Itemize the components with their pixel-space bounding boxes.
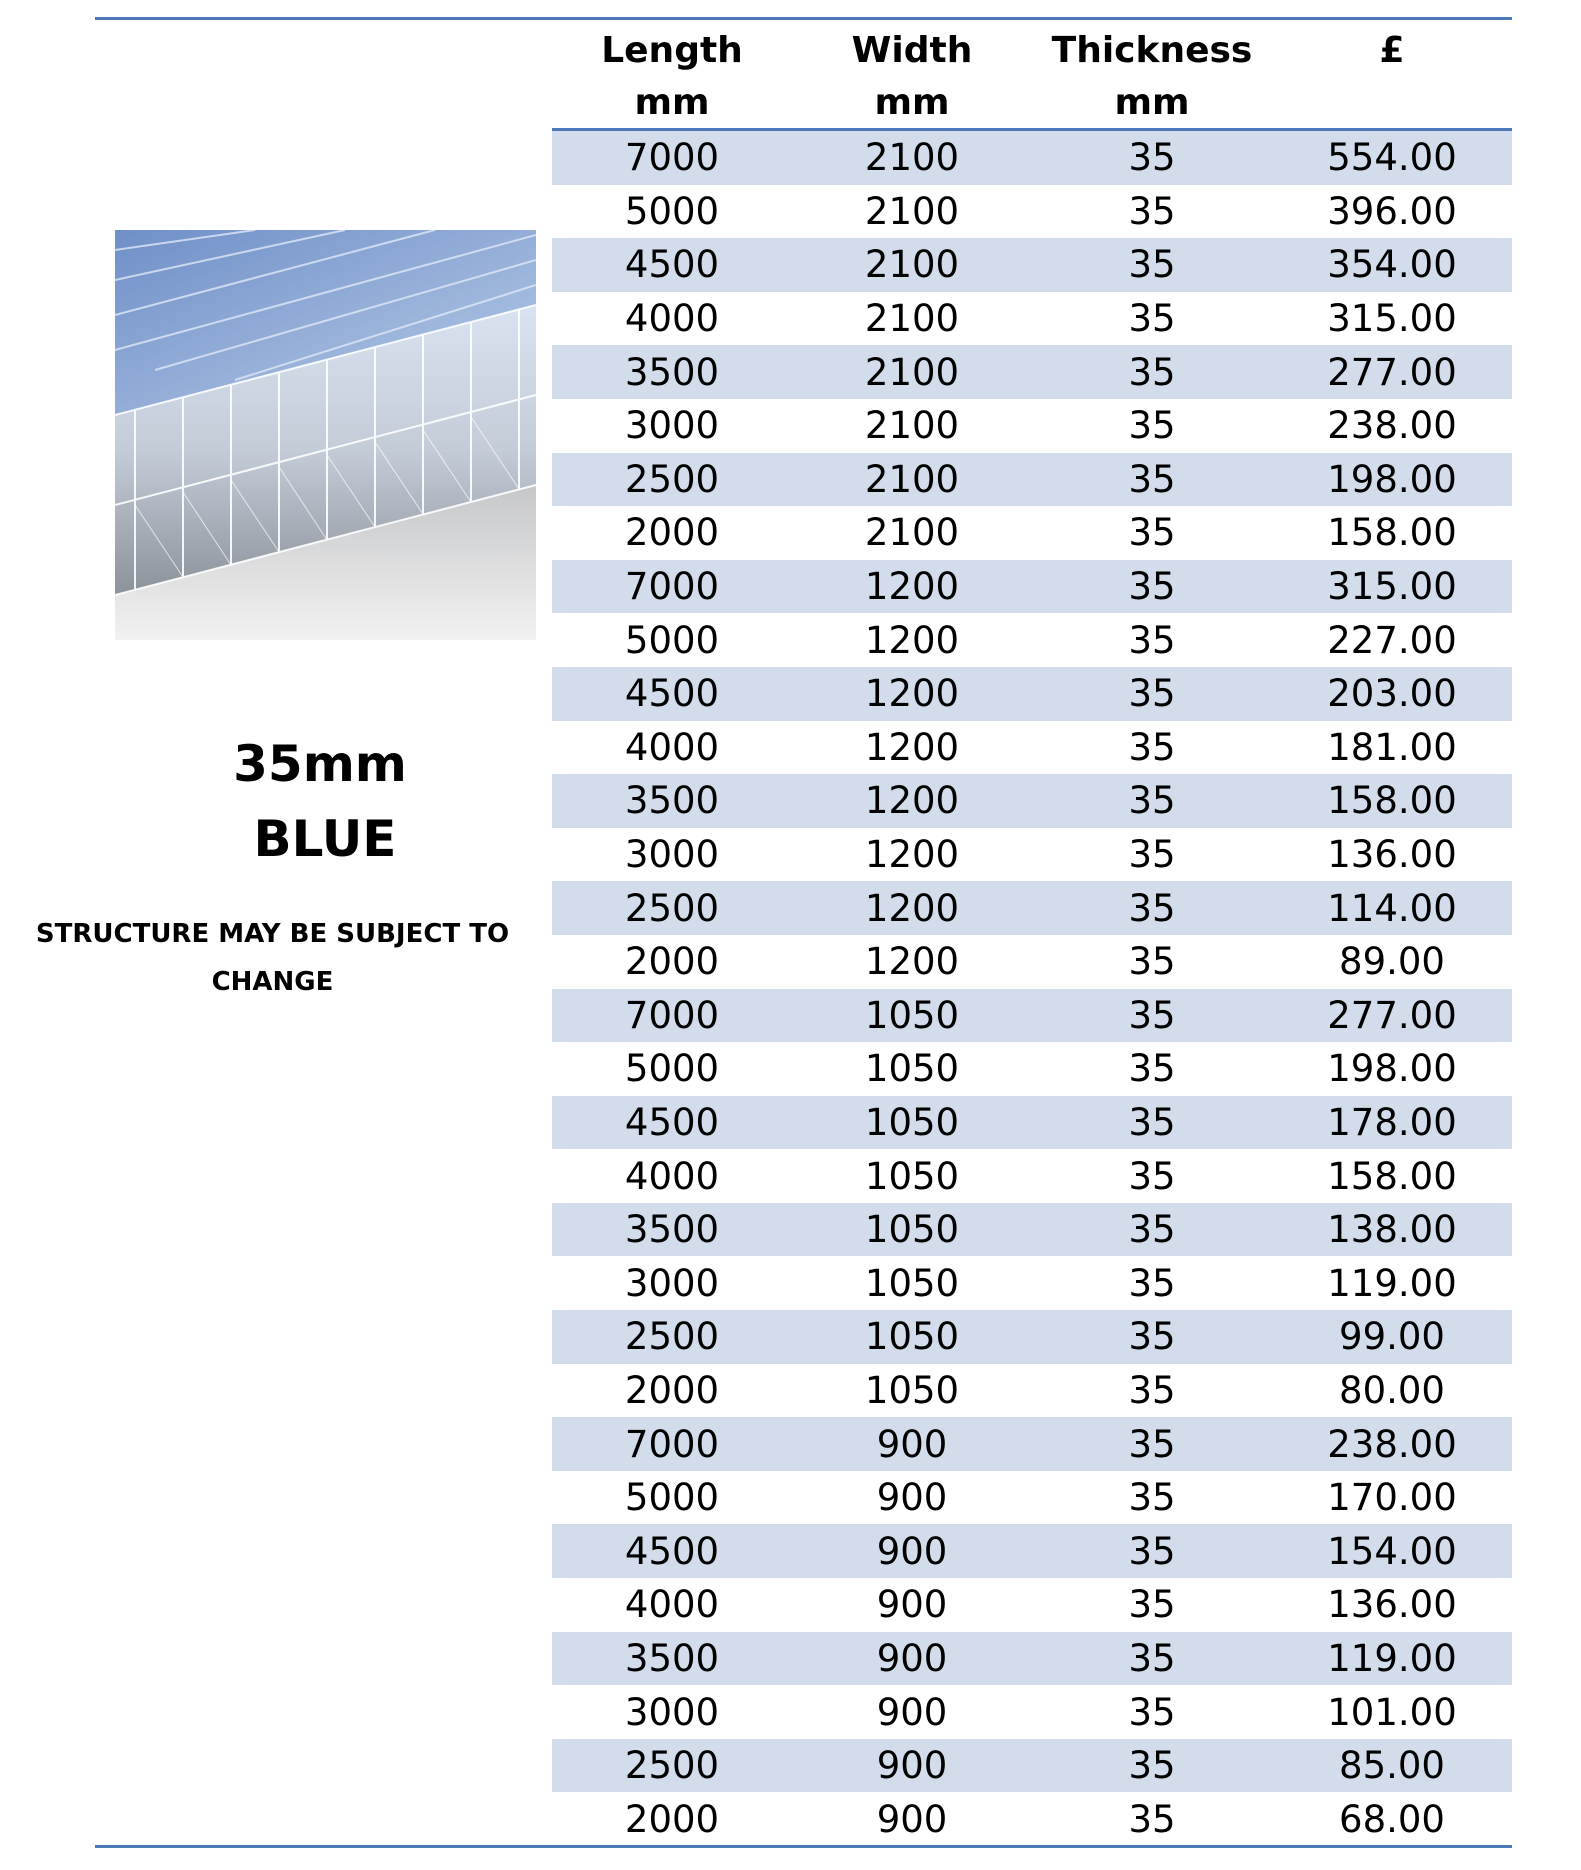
product-image (115, 230, 536, 640)
cell-length: 5000 (624, 618, 720, 662)
table-row (552, 560, 1512, 614)
table-row (552, 721, 1512, 775)
cell-price: 158.00 (1327, 511, 1457, 555)
header-price (1272, 25, 1512, 128)
product-size: 35mm (233, 735, 407, 793)
table-row (552, 1524, 1512, 1578)
cell-thickness: 35 (1128, 1583, 1176, 1627)
cell-price: 238.00 (1327, 1422, 1457, 1466)
table-row (552, 131, 1512, 185)
cell-price: 136.00 (1327, 1583, 1457, 1627)
cell-thickness: 35 (1128, 1476, 1176, 1520)
cell-thickness: 35 (1128, 136, 1176, 180)
cell-length: 7000 (624, 136, 720, 180)
cell-length: 4500 (624, 243, 720, 287)
cell-price: 315.00 (1327, 297, 1457, 341)
table-row (552, 989, 1512, 1043)
cell-length: 5000 (624, 189, 720, 233)
table-row (552, 292, 1512, 346)
cell-thickness: 35 (1128, 672, 1176, 716)
product-colour: BLUE (253, 810, 397, 868)
cell-width: 1050 (864, 1315, 960, 1359)
table-row (552, 667, 1512, 721)
cell-thickness: 35 (1128, 618, 1176, 662)
cell-width: 900 (876, 1476, 948, 1520)
cell-width: 1200 (864, 833, 960, 877)
cell-thickness: 35 (1128, 1047, 1176, 1091)
cell-length: 2000 (624, 1368, 720, 1412)
cell-price: 227.00 (1327, 618, 1457, 662)
cell-length: 2000 (624, 940, 720, 984)
cell-price: 178.00 (1327, 1100, 1457, 1144)
cell-thickness: 35 (1128, 350, 1176, 394)
cell-price: 203.00 (1327, 672, 1457, 716)
cell-thickness: 35 (1128, 243, 1176, 287)
cell-length: 5000 (624, 1476, 720, 1520)
cell-thickness: 35 (1128, 1744, 1176, 1788)
cell-thickness: 35 (1128, 1208, 1176, 1252)
cell-length: 4000 (624, 1154, 720, 1198)
cell-length: 3500 (624, 1208, 720, 1252)
table-row (552, 1471, 1512, 1525)
cell-length: 3500 (624, 1636, 720, 1680)
cell-length: 3000 (624, 404, 720, 448)
bottom-rule (95, 1845, 1512, 1848)
cell-price: 68.00 (1339, 1797, 1445, 1841)
cell-thickness: 35 (1128, 993, 1176, 1037)
cell-price: 89.00 (1339, 940, 1445, 984)
cell-length: 5000 (624, 1047, 720, 1091)
cell-length: 2500 (624, 886, 720, 930)
cell-price: 114.00 (1327, 886, 1457, 930)
cell-thickness: 35 (1128, 1100, 1176, 1144)
cell-width: 1050 (864, 1208, 960, 1252)
header-length-unit: mm (634, 82, 710, 123)
cell-thickness: 35 (1128, 1368, 1176, 1412)
table-row (552, 1417, 1512, 1471)
cell-thickness: 35 (1128, 1422, 1176, 1466)
cell-width: 2100 (864, 511, 960, 555)
cell-width: 1200 (864, 940, 960, 984)
table-row (552, 1096, 1512, 1150)
cell-price: 198.00 (1327, 1047, 1457, 1091)
table-row (552, 613, 1512, 667)
cell-width: 1050 (864, 1047, 960, 1091)
cell-length: 4000 (624, 725, 720, 769)
cell-width: 1050 (864, 1100, 960, 1144)
cell-price: 99.00 (1339, 1315, 1445, 1359)
table-row (552, 506, 1512, 560)
cell-width: 1050 (864, 1154, 960, 1198)
table-row (552, 1364, 1512, 1418)
cell-width: 1050 (864, 1261, 960, 1305)
table-row (552, 238, 1512, 292)
cell-length: 2000 (624, 1797, 720, 1841)
top-rule (95, 17, 1512, 20)
cell-thickness: 35 (1128, 1529, 1176, 1573)
cell-length: 4500 (624, 672, 720, 716)
cell-length: 2500 (624, 1744, 720, 1788)
cell-width: 2100 (864, 243, 960, 287)
table-row (552, 828, 1512, 882)
header-width-label: Width (851, 30, 973, 71)
cell-thickness: 35 (1128, 1315, 1176, 1359)
cell-price: 85.00 (1339, 1744, 1445, 1788)
cell-price: 354.00 (1327, 243, 1457, 287)
cell-thickness: 35 (1128, 833, 1176, 877)
cell-width: 2100 (864, 136, 960, 180)
table-row (552, 881, 1512, 935)
cell-width: 900 (876, 1636, 948, 1680)
cell-price: 170.00 (1327, 1476, 1457, 1520)
table-row (552, 1792, 1512, 1846)
cell-thickness: 35 (1128, 779, 1176, 823)
cell-thickness: 35 (1128, 297, 1176, 341)
cell-width: 900 (876, 1797, 948, 1841)
cell-length: 7000 (624, 993, 720, 1037)
cell-length: 4000 (624, 1583, 720, 1627)
price-table (552, 25, 1512, 1846)
cell-width: 1200 (864, 618, 960, 662)
table-row (552, 345, 1512, 399)
cell-thickness: 35 (1128, 565, 1176, 609)
cell-price: 238.00 (1327, 404, 1457, 448)
cell-price: 101.00 (1327, 1690, 1457, 1734)
cell-price: 315.00 (1327, 565, 1457, 609)
cell-price: 277.00 (1327, 993, 1457, 1037)
cell-width: 1050 (864, 1368, 960, 1412)
cell-length: 4500 (624, 1100, 720, 1144)
cell-length: 3000 (624, 1690, 720, 1734)
cell-length: 2500 (624, 1315, 720, 1359)
cell-width: 900 (876, 1422, 948, 1466)
cell-price: 277.00 (1327, 350, 1457, 394)
header-length (552, 25, 792, 128)
cell-length: 3000 (624, 833, 720, 877)
cell-width: 900 (876, 1583, 948, 1627)
cell-thickness: 35 (1128, 1797, 1176, 1841)
table-row (552, 935, 1512, 989)
table-row (552, 1685, 1512, 1739)
header-thickness-unit: mm (1114, 82, 1190, 123)
cell-width: 900 (876, 1529, 948, 1573)
cell-width: 2100 (864, 404, 960, 448)
cell-width: 1200 (864, 565, 960, 609)
cell-thickness: 35 (1128, 457, 1176, 501)
cell-length: 2500 (624, 457, 720, 501)
cell-width: 1050 (864, 993, 960, 1037)
cell-width: 900 (876, 1744, 948, 1788)
table-row (552, 1632, 1512, 1686)
cell-length: 4000 (624, 297, 720, 341)
table-row (552, 1578, 1512, 1632)
table-row (552, 453, 1512, 507)
table-header (552, 25, 1512, 131)
table-row (552, 1042, 1512, 1096)
header-thickness (1032, 25, 1272, 128)
cell-width: 1200 (864, 779, 960, 823)
cell-thickness: 35 (1128, 1636, 1176, 1680)
cell-length: 7000 (624, 565, 720, 609)
cell-price: 119.00 (1327, 1636, 1457, 1680)
cell-thickness: 35 (1128, 189, 1176, 233)
cell-price: 181.00 (1327, 725, 1457, 769)
cell-thickness: 35 (1128, 404, 1176, 448)
cell-length: 2000 (624, 511, 720, 555)
cell-width: 2100 (864, 297, 960, 341)
table-body (552, 131, 1512, 1846)
table-row (552, 1256, 1512, 1310)
cell-thickness: 35 (1128, 511, 1176, 555)
cell-price: 80.00 (1339, 1368, 1445, 1412)
cell-price: 158.00 (1327, 1154, 1457, 1198)
table-row (552, 185, 1512, 239)
cell-width: 2100 (864, 189, 960, 233)
header-width-unit: mm (874, 82, 950, 123)
table-row (552, 1203, 1512, 1257)
cell-length: 3500 (624, 779, 720, 823)
cell-thickness: 35 (1128, 1154, 1176, 1198)
cell-length: 3000 (624, 1261, 720, 1305)
cell-width: 2100 (864, 457, 960, 501)
cell-price: 396.00 (1327, 189, 1457, 233)
cell-thickness: 35 (1128, 725, 1176, 769)
table-row (552, 1149, 1512, 1203)
cell-length: 4500 (624, 1529, 720, 1573)
header-thickness-label: Thickness (1051, 30, 1253, 71)
header-length-label: Length (601, 30, 743, 71)
cell-length: 3500 (624, 350, 720, 394)
header-price-label: £ (1379, 30, 1405, 71)
cell-thickness: 35 (1128, 1690, 1176, 1734)
cell-price: 158.00 (1327, 779, 1457, 823)
cell-width: 1200 (864, 672, 960, 716)
cell-price: 138.00 (1327, 1208, 1457, 1252)
cell-width: 1200 (864, 725, 960, 769)
cell-thickness: 35 (1128, 940, 1176, 984)
cell-thickness: 35 (1128, 886, 1176, 930)
product-note: STRUCTURE MAY BE SUBJECT TO CHANGE (35, 919, 510, 997)
cell-price: 119.00 (1327, 1261, 1457, 1305)
cell-price: 554.00 (1327, 136, 1457, 180)
header-width (792, 25, 1032, 128)
table-row (552, 774, 1512, 828)
table-row (552, 1310, 1512, 1364)
cell-length: 7000 (624, 1422, 720, 1466)
cell-width: 2100 (864, 350, 960, 394)
cell-price: 198.00 (1327, 457, 1457, 501)
cell-thickness: 35 (1128, 1261, 1176, 1305)
cell-width: 900 (876, 1690, 948, 1734)
table-row (552, 399, 1512, 453)
cell-width: 1200 (864, 886, 960, 930)
table-row (552, 1739, 1512, 1793)
cell-price: 136.00 (1327, 833, 1457, 877)
cell-price: 154.00 (1327, 1529, 1457, 1573)
